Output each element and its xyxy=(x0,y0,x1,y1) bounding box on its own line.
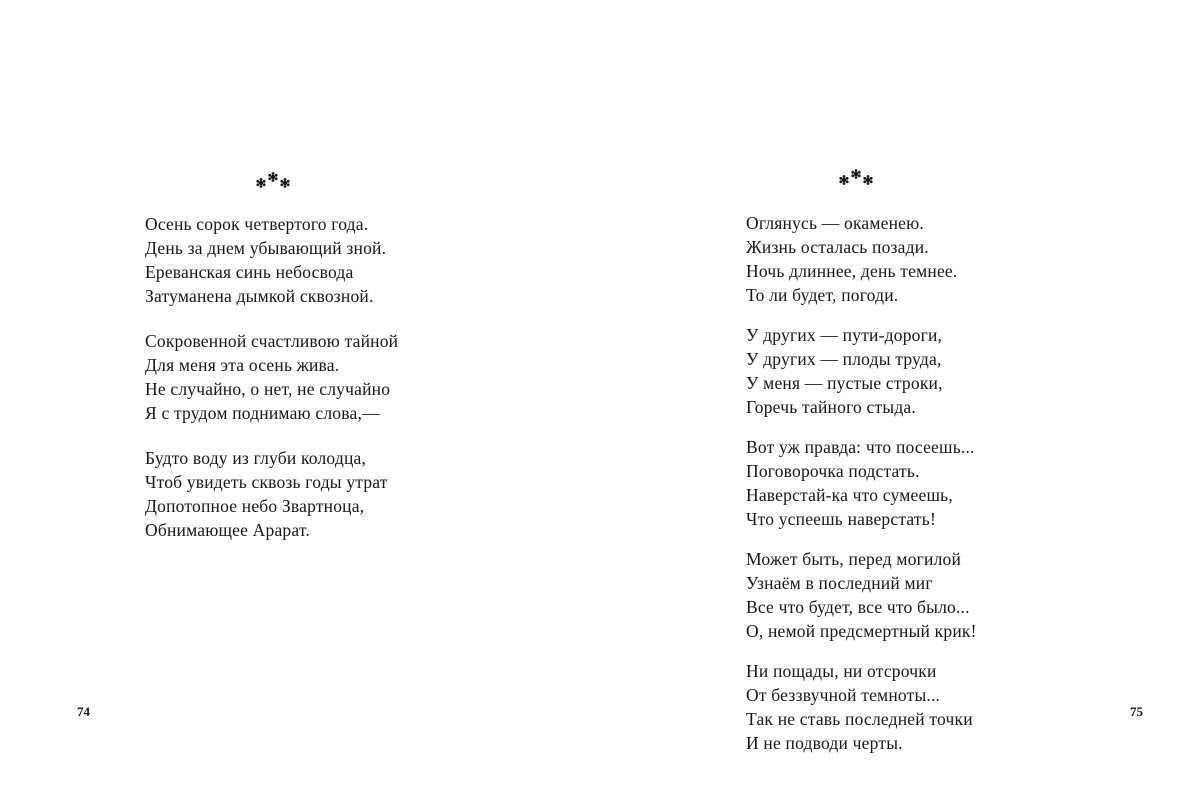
poem-line: Затуманена дымкой сквозной. xyxy=(145,286,374,306)
stanza xyxy=(746,547,977,643)
poem-line: Сокровенной счастливою тайной xyxy=(145,331,399,351)
poem-line: День за днем убывающий зной. xyxy=(145,238,387,258)
poem-line: Все что будет, все что было... xyxy=(746,597,970,617)
poem-line: Узнаём в последний миг xyxy=(746,573,933,593)
poem-left xyxy=(145,212,398,542)
poem-line: Жизнь осталась позади. xyxy=(746,237,929,257)
poem-line: Я с трудом поднимаю слова,— xyxy=(145,403,380,423)
three-asterisks-icon xyxy=(253,170,293,192)
poem-line: У других — пути-дороги, xyxy=(746,325,943,345)
poem-line: Наверстай-ка что сумеешь, xyxy=(746,485,953,505)
poem-line: От беззвучной темноты... xyxy=(746,685,941,705)
right-page xyxy=(598,0,1197,800)
left-page xyxy=(0,0,598,800)
poem-line: Что успеешь наверстать! xyxy=(746,509,936,529)
poem-line: Осень сорок четвертого года. xyxy=(145,214,369,234)
poem-line: Поговорочка подстать. xyxy=(746,461,920,481)
stanza xyxy=(145,329,398,425)
poem-line: Оглянусь — окаменею. xyxy=(746,213,925,233)
page-number: 75 xyxy=(1130,704,1143,719)
poem-line: Вот уж правда: что посеешь... xyxy=(746,437,975,457)
three-asterisks-icon xyxy=(836,167,876,189)
poem-line: И не подводи черты. xyxy=(746,733,903,753)
stanza xyxy=(746,659,977,755)
poem-line: Ереванская синь небосвода xyxy=(145,262,354,282)
poem-line: О, немой предсмертный крик! xyxy=(746,621,977,641)
poem-line: Чтоб увидеть сквозь годы утрат xyxy=(145,472,388,492)
stanza xyxy=(145,446,398,542)
poem-line: Обнимающее Арарат. xyxy=(145,520,310,540)
poem-line: У других — плоды труда, xyxy=(746,349,942,369)
poem-line: Ни пощады, ни отсрочки xyxy=(746,661,937,681)
poem-line: Горечь тайного стыда. xyxy=(746,397,916,417)
poem-line: Не случайно, о нет, не случайно xyxy=(145,379,391,399)
poem-line: Допотопное небо Звартноца, xyxy=(145,496,365,516)
poem-line: То ли будет, погоди. xyxy=(746,285,899,305)
page-number: 74 xyxy=(77,704,90,719)
stanza xyxy=(145,212,398,308)
stanza xyxy=(746,211,977,307)
stanza xyxy=(746,435,977,531)
poem-line: У меня — пустые строки, xyxy=(746,373,943,393)
stanza xyxy=(746,323,977,419)
poem-line: Может быть, перед могилой xyxy=(746,549,962,569)
poem-line: Ночь длиннее, день темнее. xyxy=(746,261,958,281)
poem-line: Для меня эта осень жива. xyxy=(145,355,340,375)
poem-line: Так не ставь последней точки xyxy=(746,709,973,729)
poem-right xyxy=(746,211,977,755)
poem-line: Будто воду из глуби колодца, xyxy=(145,448,367,468)
